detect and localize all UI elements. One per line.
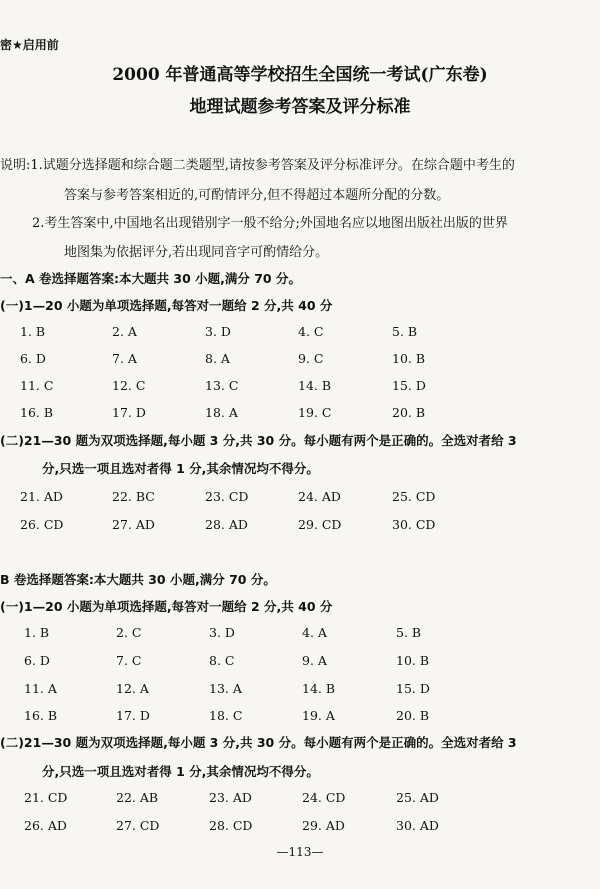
answer-item: 8. C	[209, 653, 235, 668]
section-a-heading: 一、A 卷选择题答案:本大题共 30 小题,满分 70 分。	[0, 271, 301, 286]
answer-item: 21. CD	[24, 790, 68, 805]
answer-item: 6. D	[24, 653, 50, 668]
answer-item: 16. B	[20, 405, 54, 420]
answer-item: 25. CD	[392, 489, 436, 504]
note-line: 地图集为依据评分,若出现同音字可酌情给分。	[64, 245, 329, 260]
answer-item: 22. BC	[112, 489, 155, 504]
section-a-part2-heading-cont: 分,只选一项且选对者得 1 分,其余情况均不得分。	[42, 461, 319, 476]
answer-item: 5. B	[396, 625, 422, 640]
answer-item: 9. A	[302, 653, 327, 668]
note-line: 答案与参考答案相近的,可酌情评分,但不得超过本题所分配的分数。	[64, 188, 450, 203]
note-line: 说明:1.试题分选择题和综合题二类题型,请按参考答案及评分标准评分。在综合题中考生的	[0, 158, 515, 173]
answer-item: 18. C	[209, 708, 243, 723]
answer-item: 2. A	[112, 324, 137, 339]
answer-item: 25. AD	[396, 790, 439, 805]
answer-item: 29. CD	[298, 517, 342, 532]
answer-item: 3. D	[209, 625, 235, 640]
answer-item: 8. A	[205, 351, 230, 366]
answer-item: 4. A	[302, 625, 327, 640]
answer-item: 5. B	[392, 324, 418, 339]
secret-mark: 密★启用前	[0, 38, 59, 52]
answer-item: 28. CD	[209, 818, 253, 833]
answer-item: 15. D	[392, 378, 426, 393]
answer-item: 13. C	[205, 378, 239, 393]
section-a-part2-heading: (二)21—30 题为双项选择题,每小题 3 分,共 30 分。每小题有两个是正确的。全选对者给 3	[0, 433, 517, 448]
section-b-heading: B 卷选择题答案:本大题共 30 小题,满分 70 分。	[0, 572, 276, 587]
answer-item: 17. D	[116, 708, 150, 723]
answer-item: 7. C	[116, 653, 142, 668]
answer-item: 30. AD	[396, 818, 439, 833]
answer-item: 28. AD	[205, 517, 248, 532]
answer-item: 26. AD	[24, 818, 67, 833]
answer-item: 14. B	[302, 681, 336, 696]
answer-item: 27. AD	[112, 517, 155, 532]
answer-item: 27. CD	[116, 818, 160, 833]
answer-item: 23. AD	[209, 790, 252, 805]
answer-item: 6. D	[20, 351, 46, 366]
answer-item: 4. C	[298, 324, 324, 339]
answer-item: 20. B	[392, 405, 426, 420]
answer-item: 11. C	[20, 378, 54, 393]
answer-item: 13. A	[209, 681, 242, 696]
note-line: 2.考生答案中,中国地名出现错别字一般不给分;外国地名应以地图出版社出版的世界	[32, 216, 508, 231]
answer-item: 18. A	[205, 405, 238, 420]
answer-item: 29. AD	[302, 818, 345, 833]
answer-item: 19. C	[298, 405, 332, 420]
answer-item: 24. CD	[302, 790, 346, 805]
answer-item: 12. A	[116, 681, 149, 696]
answer-item: 15. D	[396, 681, 430, 696]
answer-item: 26. CD	[20, 517, 64, 532]
answer-item: 23. CD	[205, 489, 249, 504]
section-b-part2-heading: (二)21—30 题为双项选择题,每小题 3 分,共 30 分。每小题有两个是正确的。全选对者给 3	[0, 735, 517, 750]
answer-item: 19. A	[302, 708, 335, 723]
answer-item: 9. C	[298, 351, 324, 366]
answer-item: 1. B	[24, 625, 50, 640]
answer-item: 10. B	[396, 653, 430, 668]
answer-item: 20. B	[396, 708, 430, 723]
answer-item: 7. A	[112, 351, 137, 366]
section-b-part2-heading-cont: 分,只选一项且选对者得 1 分,其余情况均不得分。	[42, 764, 319, 779]
answer-item: 24. AD	[298, 489, 341, 504]
page-title: 2000 年普通高等学校招生全国统一考试(广东卷)	[112, 65, 488, 85]
page-number: —113—	[276, 845, 324, 859]
answer-item: 30. CD	[392, 517, 436, 532]
answer-item: 11. A	[24, 681, 57, 696]
answer-item: 17. D	[112, 405, 146, 420]
answer-item: 2. C	[116, 625, 142, 640]
section-a-part1-heading: (一)1—20 小题为单项选择题,每答对一题给 2 分,共 40 分	[0, 298, 333, 313]
answer-item: 22. AB	[116, 790, 159, 805]
answer-item: 16. B	[24, 708, 58, 723]
answer-item: 14. B	[298, 378, 332, 393]
answer-item: 10. B	[392, 351, 426, 366]
answer-item: 1. B	[20, 324, 46, 339]
page-subtitle: 地理试题参考答案及评分标准	[189, 97, 411, 117]
answer-item: 3. D	[205, 324, 231, 339]
answer-item: 12. C	[112, 378, 146, 393]
answer-item: 21. AD	[20, 489, 63, 504]
section-b-part1-heading: (一)1—20 小题为单项选择题,每答对一题给 2 分,共 40 分	[0, 599, 333, 614]
